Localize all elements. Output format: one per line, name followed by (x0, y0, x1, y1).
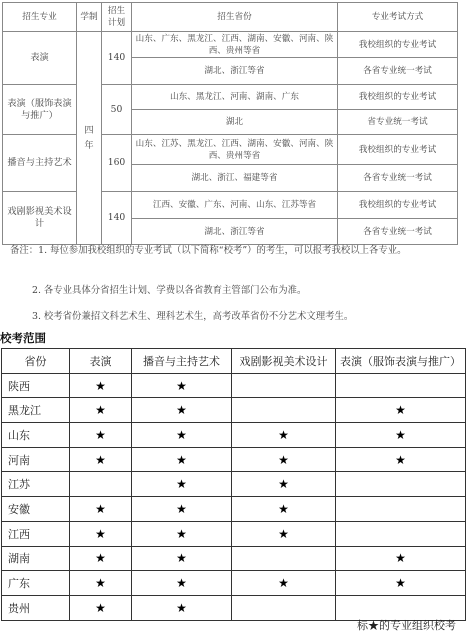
province-cell: 安徽 (2, 497, 70, 522)
coverage-cell (232, 595, 336, 620)
header-provinces: 招生省份 (132, 3, 338, 32)
exam-method-cell: 我校组织的专业考试 (338, 85, 458, 110)
coverage-cell (132, 472, 232, 497)
coverage-cell (70, 398, 132, 423)
coverage-row (2, 447, 466, 472)
star-icon: ★ (176, 378, 187, 393)
star-icon: ★ (95, 452, 106, 467)
provinces-cell: 湖北 (132, 110, 338, 135)
province-cell: 山东 (2, 423, 70, 448)
coverage-row (2, 521, 466, 546)
coverage-row (2, 546, 466, 571)
coverage-cell (132, 521, 232, 546)
star-icon: ★ (95, 378, 106, 393)
star-icon: ★ (95, 501, 106, 516)
star-icon: ★ (95, 403, 106, 418)
plan-cell: 50 (102, 85, 132, 135)
coverage-cell (132, 398, 232, 423)
star-icon: ★ (395, 452, 406, 467)
coverage-row (2, 398, 466, 423)
star-icon: ★ (176, 427, 187, 442)
star-icon: ★ (176, 600, 187, 615)
coverage-cell (132, 595, 232, 620)
coverage-cell (336, 521, 466, 546)
star-icon: ★ (278, 452, 289, 467)
provinces-cell: 湖北、浙江等省 (132, 58, 338, 85)
exam-method-cell: 我校组织的专业考试 (338, 32, 458, 58)
province-cell: 江西 (2, 521, 70, 546)
exam-method-cell: 各省专业统一考试 (338, 58, 458, 85)
star-icon: ★ (176, 576, 187, 591)
province-cell: 贵州 (2, 595, 70, 620)
coverage-cell (336, 398, 466, 423)
coverage-row (2, 571, 466, 596)
exam-coverage-table (1, 348, 466, 621)
province-cell: 江苏 (2, 472, 70, 497)
province-cell: 湖南 (2, 546, 70, 571)
major-cell: 表演 (3, 32, 77, 85)
star-icon: ★ (95, 526, 106, 541)
coverage-cell (232, 373, 336, 398)
star-icon: ★ (176, 526, 187, 541)
provinces-cell: 湖北、浙江等省 (132, 219, 338, 245)
coverage-header-performance: 表演 (70, 349, 132, 374)
province-cell: 陕西 (2, 373, 70, 398)
coverage-cell (336, 497, 466, 522)
star-icon: ★ (395, 427, 406, 442)
duration-cell: 四年 (77, 32, 102, 245)
section-title: 校考范围 (0, 331, 46, 345)
enrollment-plan-row (3, 85, 458, 110)
coverage-cell (232, 447, 336, 472)
plan-cell: 140 (102, 32, 132, 85)
coverage-cell (70, 447, 132, 472)
star-icon: ★ (278, 526, 289, 541)
enrollment-plan-row (3, 192, 458, 219)
exam-method-cell: 我校组织的专业考试 (338, 192, 458, 219)
provinces-cell: 江西、安徽、广东、河南、山东、江苏等省 (132, 192, 338, 219)
star-icon: ★ (278, 576, 289, 591)
coverage-cell (336, 447, 466, 472)
star-icon: ★ (176, 501, 187, 516)
enrollment-plan-header-row (3, 3, 458, 32)
coverage-cell (70, 571, 132, 596)
enrollment-plan-row (3, 135, 458, 165)
star-icon: ★ (95, 576, 106, 591)
province-cell: 黑龙江 (2, 398, 70, 423)
star-icon: ★ (278, 501, 289, 516)
star-icon: ★ (176, 477, 187, 492)
star-icon: ★ (278, 477, 289, 492)
coverage-cell (70, 497, 132, 522)
exam-method-cell: 省专业统一考试 (338, 110, 458, 135)
header-major: 招生专业 (3, 3, 77, 32)
coverage-cell (232, 497, 336, 522)
coverage-cell (70, 373, 132, 398)
star-icon: ★ (395, 551, 406, 566)
major-cell: 表演（服饰表演与推广） (3, 85, 77, 135)
plan-cell: 140 (102, 192, 132, 245)
coverage-cell (132, 373, 232, 398)
note-1: 备注：1. 每位参加我校组织的专业考试（以下简称“校考”）的考生，可以报考我校以上各专业。 (10, 245, 407, 256)
exam-method-cell: 我校组织的专业考试 (338, 135, 458, 165)
coverage-row (2, 497, 466, 522)
provinces-cell: 山东、江苏、黑龙江、江西、湖南、安徽、河南、陕西、贵州等省 (132, 135, 338, 165)
coverage-cell (132, 497, 232, 522)
header-exam-method: 专业考试方式 (338, 3, 458, 32)
coverage-cell (232, 546, 336, 571)
coverage-cell (70, 423, 132, 448)
provinces-cell: 湖北、浙江、福建等省 (132, 165, 338, 192)
coverage-cell (232, 571, 336, 596)
exam-method-cell: 各省专业统一考试 (338, 165, 458, 192)
footer-note: 标★的专业组织校考 (357, 619, 456, 632)
coverage-cell (70, 546, 132, 571)
coverage-cell (336, 423, 466, 448)
coverage-header-row (2, 349, 466, 374)
coverage-cell (70, 472, 132, 497)
exam-method-cell: 各省专业统一考试 (338, 219, 458, 245)
coverage-header-fashion: 表演（服饰表演与推广） (336, 349, 466, 374)
star-icon: ★ (95, 551, 106, 566)
star-icon: ★ (278, 427, 289, 442)
star-icon: ★ (95, 427, 106, 442)
major-cell: 戏剧影视美术设计 (3, 192, 77, 245)
star-icon: ★ (95, 600, 106, 615)
coverage-row (2, 423, 466, 448)
coverage-cell (232, 423, 336, 448)
star-icon: ★ (395, 576, 406, 591)
coverage-header-province: 省份 (2, 349, 70, 374)
coverage-cell (336, 472, 466, 497)
coverage-cell (70, 595, 132, 620)
star-icon: ★ (176, 452, 187, 467)
star-icon: ★ (176, 551, 187, 566)
major-cell: 播音与主持艺术 (3, 135, 77, 192)
header-duration: 学制 (77, 3, 102, 32)
coverage-cell (336, 571, 466, 596)
province-cell: 广东 (2, 571, 70, 596)
star-icon: ★ (395, 403, 406, 418)
provinces-cell: 山东、广东、黑龙江、江西、湖南、安徽、河南、陕西、贵州等省 (132, 32, 338, 58)
coverage-cell (232, 472, 336, 497)
enrollment-plan-body (3, 3, 458, 245)
coverage-cell (232, 521, 336, 546)
coverage-cell (132, 423, 232, 448)
province-cell: 河南 (2, 447, 70, 472)
coverage-cell (232, 398, 336, 423)
provinces-cell: 山东、黑龙江、河南、湖南、广东 (132, 85, 338, 110)
coverage-cell (336, 546, 466, 571)
coverage-row (2, 373, 466, 398)
star-icon: ★ (176, 403, 187, 418)
note-3: 3. 校考省份兼招文科艺术生、理科艺术生，高考改革省份不分艺术文理考生。 (32, 311, 354, 322)
note-2: 2. 各专业具体分省招生计划、学费以各省教育主管部门公布为准。 (32, 285, 307, 296)
coverage-cell (336, 373, 466, 398)
coverage-cell (132, 571, 232, 596)
coverage-cell (132, 546, 232, 571)
exam-coverage-body (2, 349, 466, 621)
plan-cell: 160 (102, 135, 132, 192)
coverage-cell (132, 447, 232, 472)
coverage-header-art-design: 戏剧影视美术设计 (232, 349, 336, 374)
coverage-cell (70, 521, 132, 546)
enrollment-plan-table (2, 2, 458, 245)
enrollment-plan-row (3, 32, 458, 58)
coverage-header-broadcasting: 播音与主持艺术 (132, 349, 232, 374)
header-plan: 招生计划 (102, 3, 132, 32)
coverage-row (2, 472, 466, 497)
